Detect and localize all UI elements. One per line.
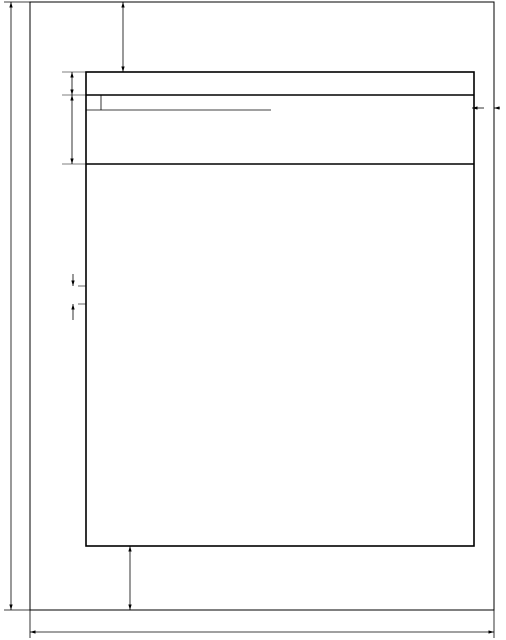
sheet-border [30,2,494,610]
registration-table [86,72,474,546]
table-frame [86,72,474,546]
sheet-height-dimension [4,2,30,610]
row-height-dimension [73,274,86,320]
left-header-dimensions [62,72,86,164]
sheet-width-dimension [30,610,494,638]
